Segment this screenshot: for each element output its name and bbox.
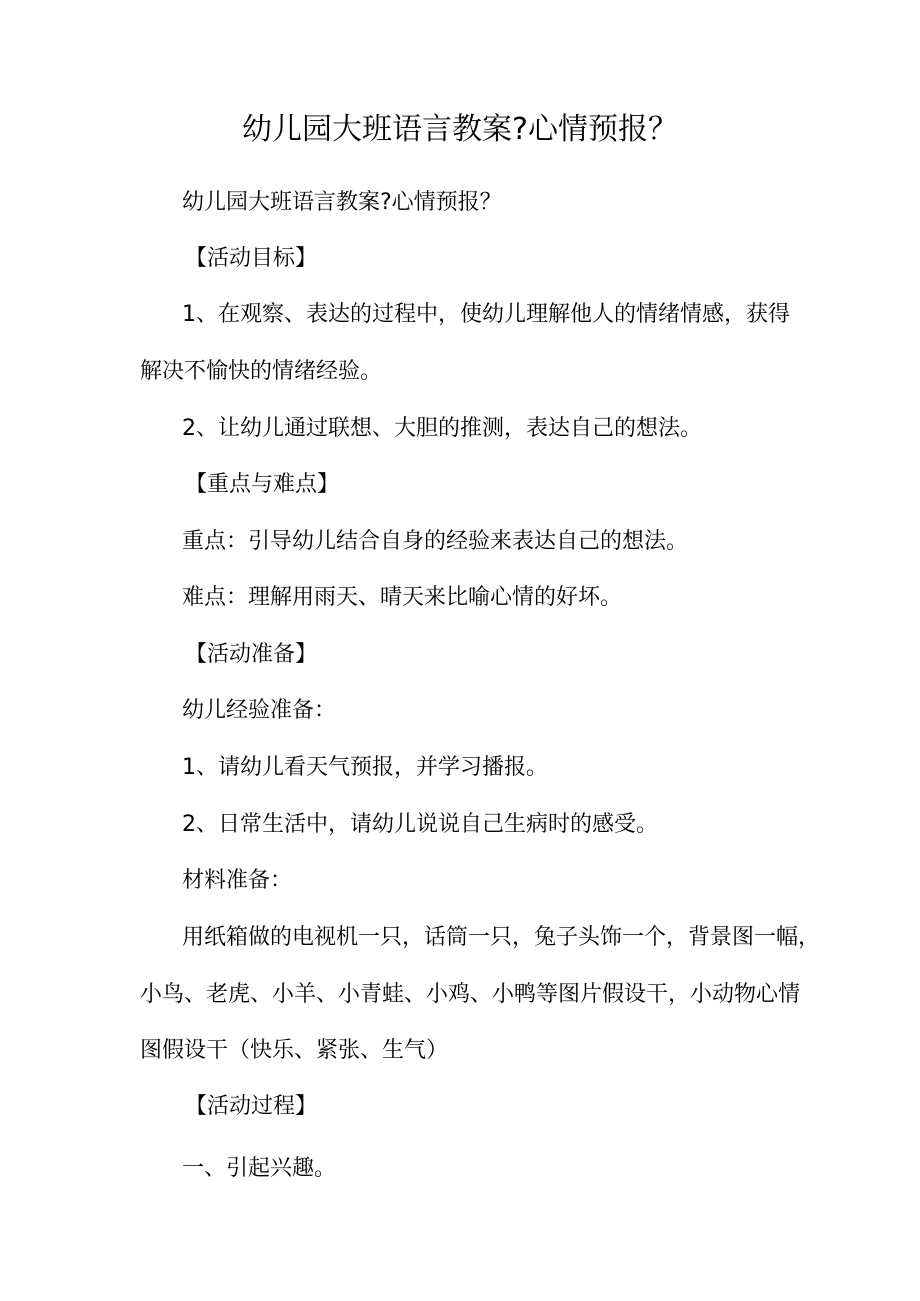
paragraph-goal-1-line-2: 解决不愉快的情绪经验。	[140, 359, 383, 384]
paragraph-materials-line-3: 图假设干（快乐、紧张、生气）	[140, 1038, 449, 1063]
paragraph-material-prep: 材料准备：	[182, 868, 293, 893]
section-heading-goals: 【活动目标】	[185, 246, 318, 271]
section-heading-key-points: 【重点与难点】	[185, 472, 340, 497]
paragraph-key-point: 重点：引导幼儿结合自身的经验来表达自己的想法。	[182, 529, 689, 554]
paragraph-materials-line-2: 小鸟、老虎、小羊、小青蛙、小鸡、小鸭等图片假设干，小动物心情	[140, 982, 801, 1007]
paragraph-difficulty: 难点：理解用雨天、晴天来比喻心情的好坏。	[182, 585, 623, 610]
paragraph-experience-prep: 幼儿经验准备：	[182, 698, 337, 723]
paragraph-prep-1: 1、请幼儿看天气预报，并学习播报。	[182, 755, 548, 780]
paragraph-prep-2: 2、日常生活中，请幼儿说说自己生病时的感受。	[182, 812, 658, 837]
paragraph-goal-2: 2、让幼儿通过联想、大胆的推测，表达自己的想法。	[182, 416, 702, 441]
section-heading-process: 【活动过程】	[185, 1094, 318, 1119]
section-heading-preparation: 【活动准备】	[185, 642, 318, 667]
document-title: 幼儿园大班语言教案?心情预报？	[242, 112, 678, 147]
subtitle-paragraph: 幼儿园大班语言教案?心情预报？	[182, 190, 502, 215]
paragraph-goal-1-line-1: 1、在观察、表达的过程中，使幼儿理解他人的情绪情感，获得	[182, 302, 790, 327]
paragraph-process-step-1: 一、引起兴趣。	[182, 1156, 337, 1181]
paragraph-materials-line-1: 用纸箱做的电视机一只，话筒一只，兔子头饰一个，背景图一幅，	[182, 925, 821, 950]
